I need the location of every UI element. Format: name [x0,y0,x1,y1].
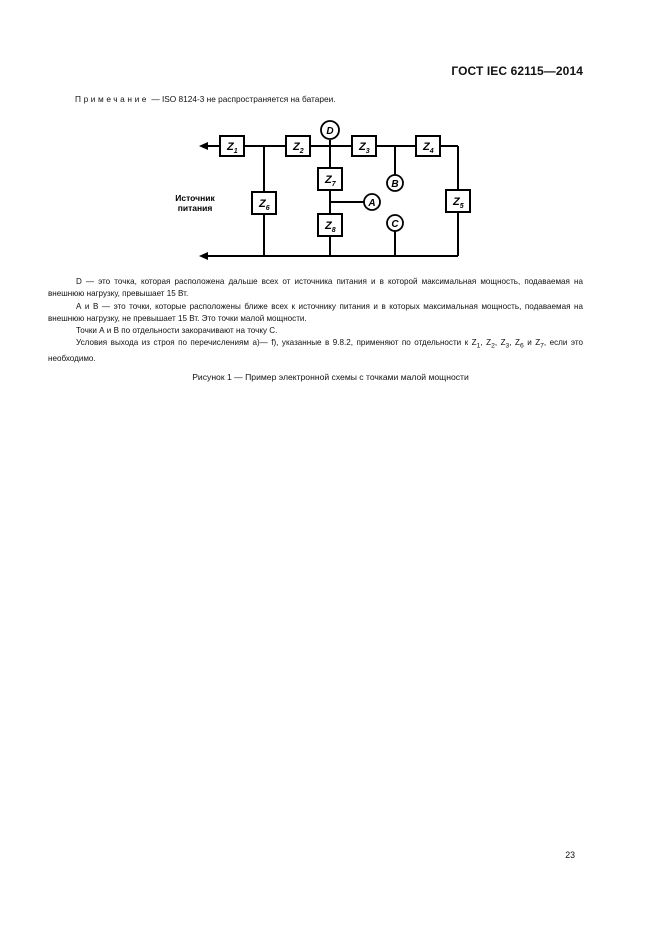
paragraph-ab: А и В — это точки, которые расположены ближе всех к источнику питания и в которых максимальная мощность, подаваемая на внешнюю нагрузку, не превышает 15 Вт. Это точки малой мощности. [48,301,583,323]
z7-label: $Z_7$ [325,174,336,188]
z3-label: $Z_3$ [359,141,370,155]
note-text: — ISO 8124-3 не распространяется на батареи. [151,94,336,104]
z8-label: $Z_8$ [325,220,336,234]
page-number: 23 [565,850,575,860]
output-arrow-top-icon [199,142,208,150]
point-a-label: A [368,198,376,209]
circuit-diagram [175,118,470,268]
z5-label: $Z_5$ [453,196,464,210]
wires [204,140,458,256]
point-d-label: D [326,126,334,137]
point-b-label: B [391,179,399,190]
note [75,94,336,104]
point-c-label: C [391,219,399,230]
paragraph-d: D — это точка, которая расположена дальше всех от источника питания и в которой максимальная мощность, подаваемая на внешнюю нагрузку, превышает 15 Вт. [48,277,583,299]
z4-label: $Z_4$ [423,141,434,155]
note-label: Примечание [75,94,150,104]
source-label-line1: Источник [175,193,215,203]
paragraph-conditions: Условия выхода из строя по перечислениям а)— f), указанные в 9.8.2, применяют по отдельности к $Z_1$, $Z_2$, $Z_3$, $Z_6$ и $Z_7$, если это необходимо. [48,338,583,364]
z6-label: $Z_6$ [259,198,270,212]
z1-label: $Z_1$ [227,141,238,155]
document-header: ГОСТ IEC 62115—2014 [451,64,583,78]
figure-caption: Рисунок 1 — Пример электронной схемы с точками малой мощности [192,372,469,382]
circuit-svg [175,118,470,268]
paragraph-short: Точки А и В по отдельности закорачивают на точку С. [76,326,278,336]
z2-label: $Z_2$ [293,141,304,155]
output-arrow-bottom-icon [199,252,208,260]
source-label-line2: питания [177,203,213,213]
figure-explanation [48,276,583,366]
